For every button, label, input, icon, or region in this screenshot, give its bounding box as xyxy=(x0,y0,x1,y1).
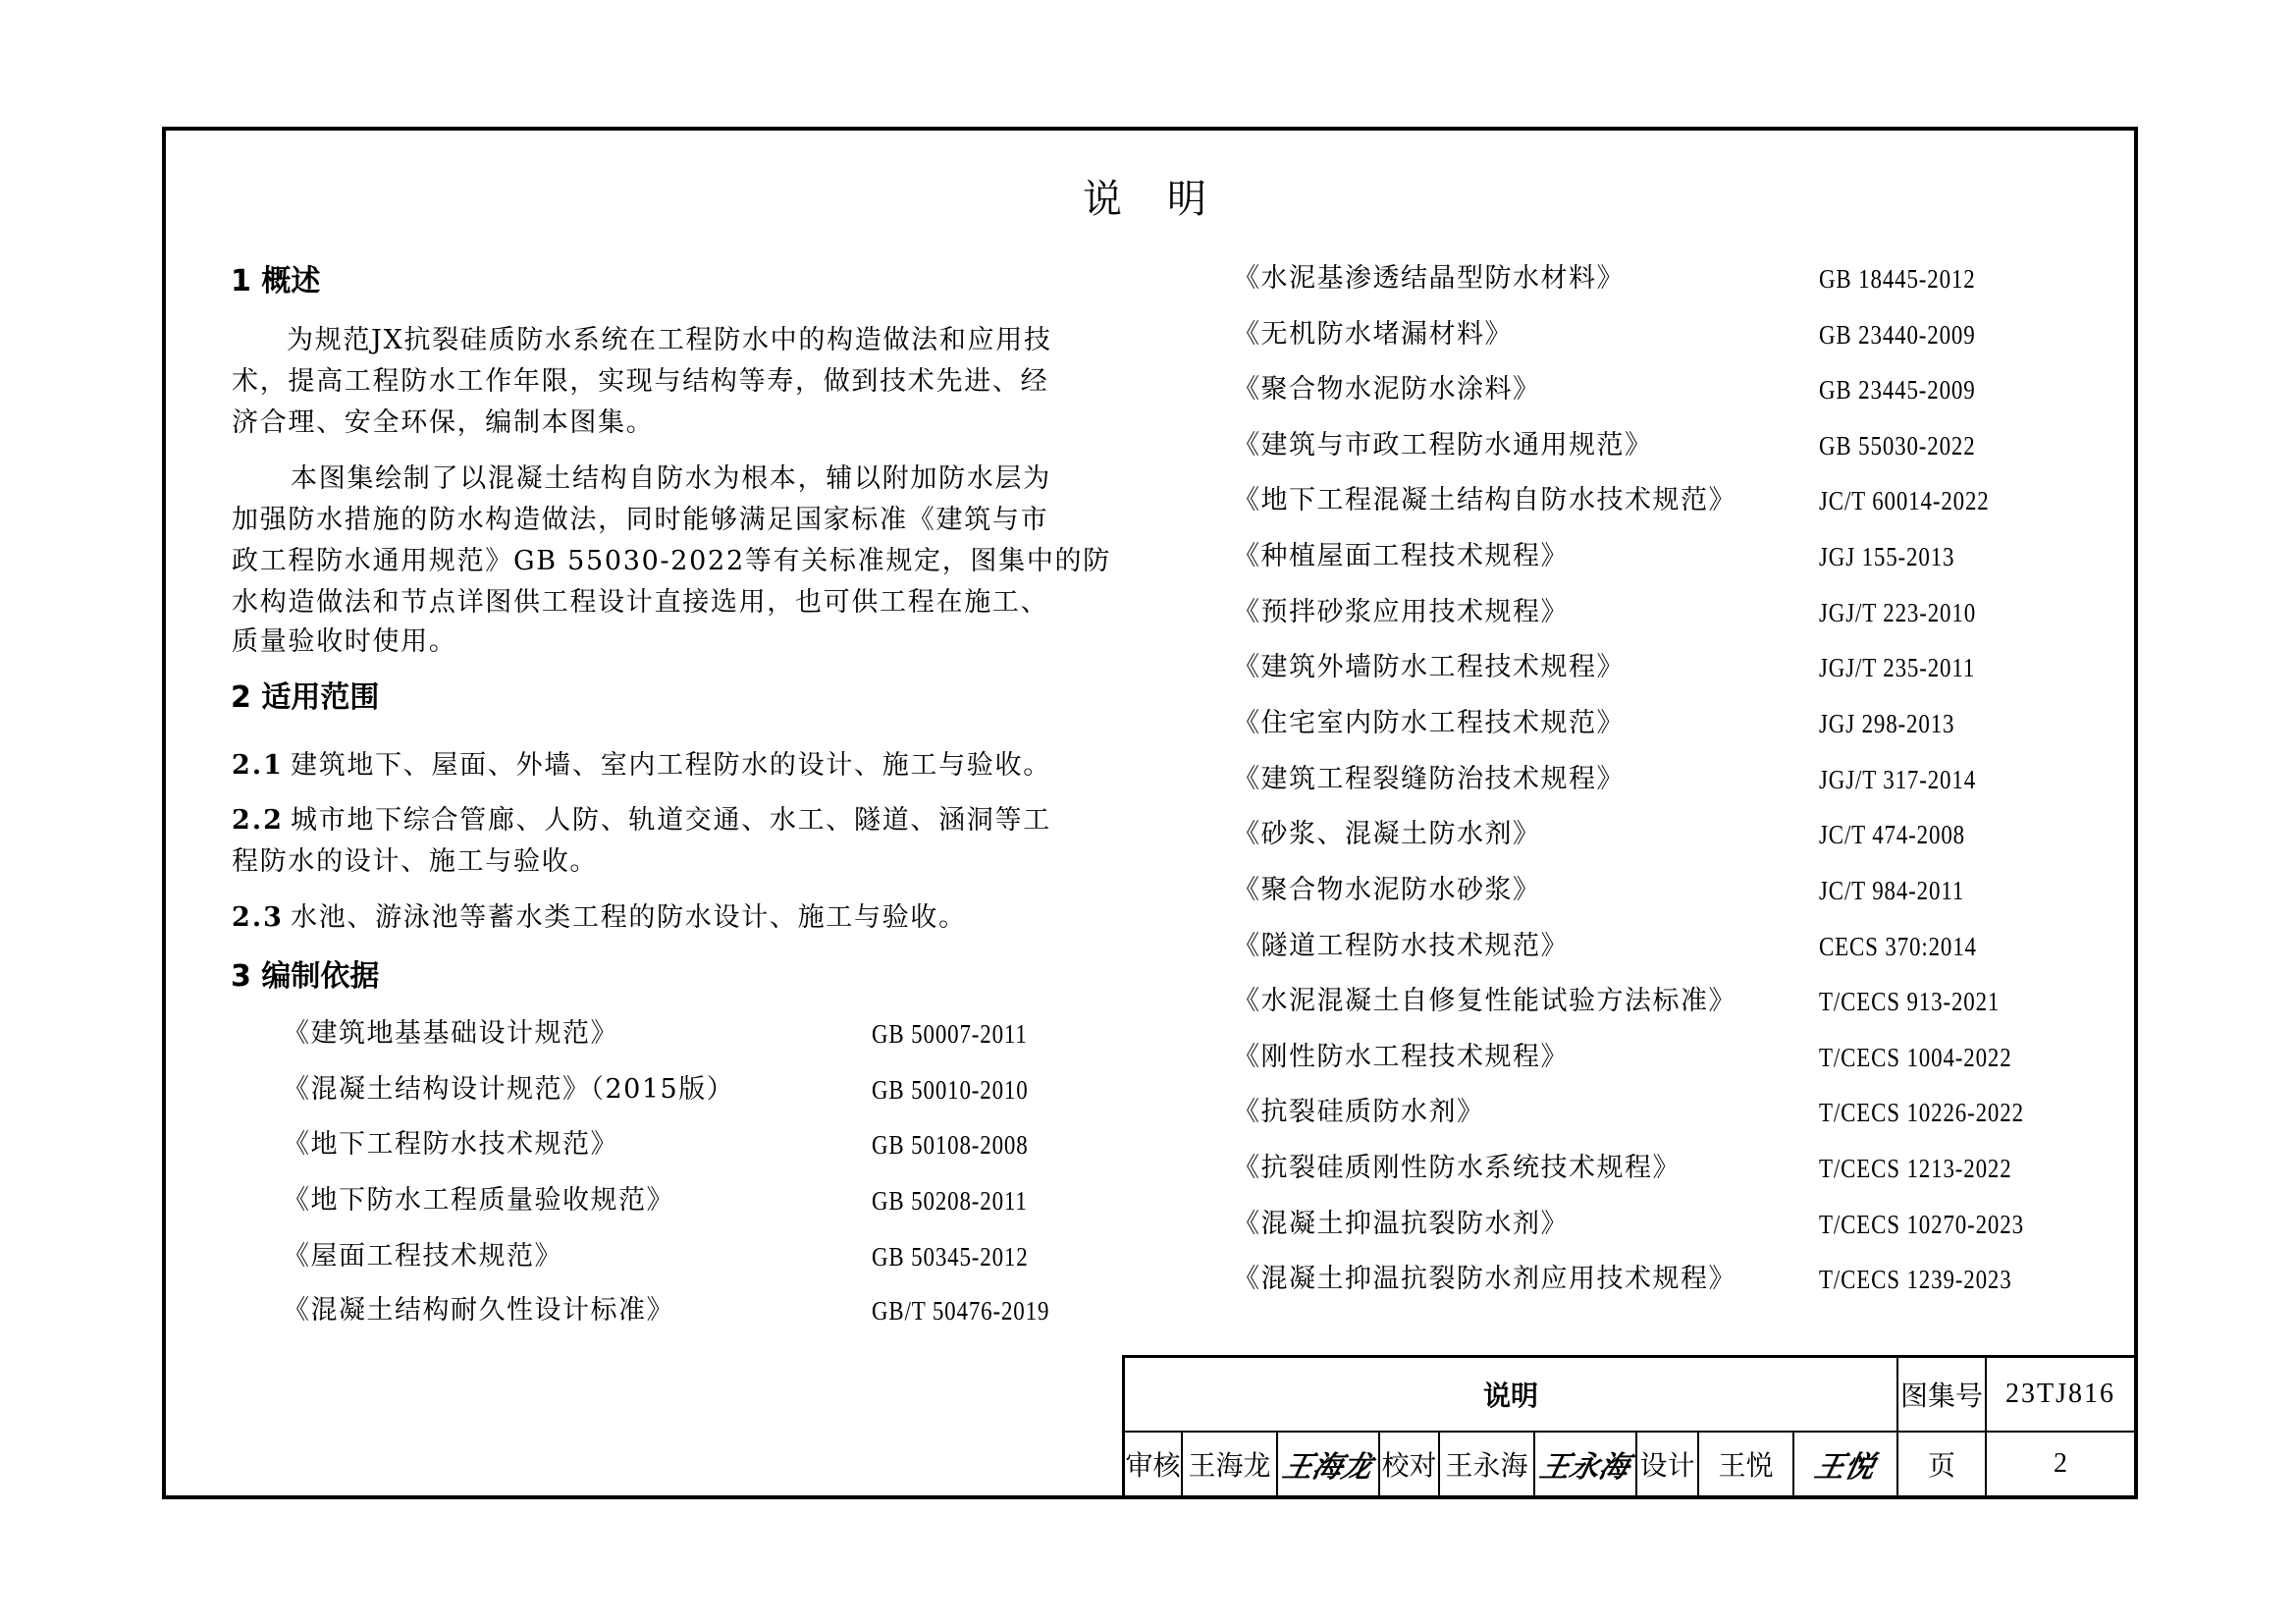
item-2-3-text: 水池、游泳池等蓄水类工程的防水设计、施工与验收。 xyxy=(291,902,967,933)
ref-right-10-code: JGJ/T 317-2014 xyxy=(1819,765,1977,794)
ref-right-18-code: T/CECS 10270-2023 xyxy=(1819,1210,2024,1239)
ref-right-12-code: JC/T 984-2011 xyxy=(1819,876,1965,905)
s1-para2-line-3: 政工程防水通用规范》GB 55030-2022等有关标准规定，图集中的防 xyxy=(232,546,1111,576)
ref-right-17-name: 《抗裂硅质刚性防水系统技术规程》 xyxy=(1233,1153,1681,1183)
ref-right-8-code: JGJ/T 235-2011 xyxy=(1819,653,1976,682)
ref-right-17-code: T/CECS 1213-2022 xyxy=(1819,1154,2012,1183)
ref-right-10-name: 《建筑工程裂缝防治技术规程》 xyxy=(1233,764,1625,794)
section-1-heading: 1 概述 xyxy=(231,264,321,298)
ref-right-4-code: GB 55030-2022 xyxy=(1819,431,1976,460)
ref-right-13-name: 《隧道工程防水技术规范》 xyxy=(1233,931,1569,961)
ref-left-6-name: 《混凝土结构耐久性设计标准》 xyxy=(283,1295,674,1326)
s1-para1-line-3: 济合理、安全环保，编制本图集。 xyxy=(232,407,655,438)
ref-right-6-name: 《种植屋面工程技术规程》 xyxy=(1233,541,1569,571)
ref-right-18-name: 《混凝土抑温抗裂防水剂》 xyxy=(1233,1209,1569,1239)
ref-right-19-name: 《混凝土抑温抗裂防水剂应用技术规程》 xyxy=(1233,1264,1736,1294)
ref-right-4-name: 《建筑与市政工程防水通用规范》 xyxy=(1233,430,1653,460)
item-2-1-number: 2.1 xyxy=(232,750,284,781)
ref-right-11-name: 《砂浆、混凝土防水剂》 xyxy=(1233,819,1541,849)
reviewer-name: 王海龙 xyxy=(1188,1449,1271,1482)
ref-right-13-code: CECS 370:2014 xyxy=(1819,932,1977,961)
designer-signature: 王悦 xyxy=(1811,1450,1878,1485)
ref-right-6-code: JGJ 155-2013 xyxy=(1819,542,1955,571)
ref-right-16-code: T/CECS 10226-2022 xyxy=(1819,1098,2024,1127)
designer-name: 王悦 xyxy=(1718,1449,1774,1482)
ref-right-1-code: GB 18445-2012 xyxy=(1819,264,1976,294)
ref-right-16-name: 《抗裂硅质防水剂》 xyxy=(1233,1097,1485,1127)
ref-left-2-code: GB 50010-2010 xyxy=(872,1075,1029,1105)
s1-para1-line-2: 术，提高工程防水工作年限，实现与结构等寿，做到技术先进、经 xyxy=(232,366,1049,397)
ref-right-3-name: 《聚合物水泥防水涂料》 xyxy=(1233,374,1541,405)
s1-para2-line-1: 本图集绘制了以混凝土结构自防水为根本，辅以附加防水层为 xyxy=(291,463,1051,494)
ref-right-14-code: T/CECS 913-2021 xyxy=(1819,987,2001,1016)
ref-right-1-name: 《水泥基渗透结晶型防水材料》 xyxy=(1233,263,1625,294)
ref-right-9-code: JGJ 298-2013 xyxy=(1819,709,1955,738)
page-label: 页 xyxy=(1927,1449,1955,1482)
ref-right-8-name: 《建筑外墙防水工程技术规程》 xyxy=(1233,652,1625,682)
s1-para2-line-4: 水构造做法和节点详图供工程设计直接选用，也可供工程在施工、 xyxy=(232,587,1049,618)
ref-left-4-code: GB 50208-2011 xyxy=(872,1186,1028,1216)
item-2-3-number: 2.3 xyxy=(232,902,284,933)
ref-right-9-name: 《住宅室内防水工程技术规范》 xyxy=(1233,708,1625,738)
ref-right-14-name: 《水泥混凝土自修复性能试验方法标准》 xyxy=(1233,986,1736,1016)
page-title: 说明 xyxy=(1083,177,1252,222)
ref-right-12-name: 《聚合物水泥防水砂浆》 xyxy=(1233,875,1541,905)
ref-right-5-code: JC/T 60014-2022 xyxy=(1819,486,1990,515)
checker-signature: 王永海 xyxy=(1536,1450,1632,1485)
item-2-2-number: 2.2 xyxy=(232,805,284,836)
ref-right-3-code: GB 23445-2009 xyxy=(1819,375,1976,405)
atlas-number-label: 图集号 xyxy=(1899,1380,1983,1412)
ref-right-19-code: T/CECS 1239-2023 xyxy=(1819,1265,2012,1294)
page-number: 2 xyxy=(2054,1448,2067,1479)
item-2-2-text-line-2: 程防水的设计、施工与验收。 xyxy=(232,846,599,877)
section-2-heading: 2 适用范围 xyxy=(231,680,380,715)
s1-para2-line-2: 加强防水措施的防水构造做法，同时能够满足国家标准《建筑与市 xyxy=(232,505,1049,535)
check-label: 校对 xyxy=(1381,1449,1437,1482)
ref-left-2-name: 《混凝土结构设计规范》（2015版） xyxy=(283,1074,735,1105)
review-label: 审核 xyxy=(1125,1449,1181,1482)
s1-para1-line-1: 为规范JX抗裂硅质防水系统在工程防水中的构造做法和应用技 xyxy=(287,325,1052,355)
ref-right-7-code: JGJ/T 223-2010 xyxy=(1819,598,1977,627)
reviewer-signature: 王海龙 xyxy=(1279,1450,1375,1485)
ref-right-15-code: T/CECS 1004-2022 xyxy=(1819,1043,2012,1072)
ref-right-2-code: GB 23440-2009 xyxy=(1819,320,1976,350)
item-2-2-text-line-1: 城市地下综合管廊、人防、轨道交通、水工、隧道、涵洞等工 xyxy=(291,805,1051,836)
ref-left-3-name: 《地下工程防水技术规范》 xyxy=(283,1129,618,1160)
ref-left-3-code: GB 50108-2008 xyxy=(872,1130,1029,1160)
ref-right-15-name: 《刚性防水工程技术规程》 xyxy=(1233,1042,1569,1072)
ref-right-2-name: 《无机防水堵漏材料》 xyxy=(1233,319,1513,350)
ref-right-5-name: 《地下工程混凝土结构自防水技术规范》 xyxy=(1233,485,1736,515)
atlas-number: 23TJ816 xyxy=(2005,1379,2115,1409)
drawing-name: 说明 xyxy=(1482,1380,1538,1412)
ref-left-5-name: 《屋面工程技术规范》 xyxy=(283,1241,562,1272)
ref-right-7-name: 《预拌砂浆应用技术规程》 xyxy=(1233,597,1569,627)
item-2-1-text: 建筑地下、屋面、外墙、室内工程防水的设计、施工与验收。 xyxy=(291,750,1051,781)
design-label: 设计 xyxy=(1639,1449,1695,1482)
ref-left-4-name: 《地下防水工程质量验收规范》 xyxy=(283,1185,674,1216)
section-3-heading: 3 编制依据 xyxy=(231,959,380,994)
ref-left-1-code: GB 50007-2011 xyxy=(872,1019,1028,1049)
ref-right-11-code: JC/T 474-2008 xyxy=(1819,820,1965,849)
ref-left-6-code: GB/T 50476-2019 xyxy=(872,1296,1050,1326)
ref-left-5-code: GB 50345-2012 xyxy=(872,1242,1029,1272)
s1-para2-line-5: 质量验收时使用。 xyxy=(232,626,457,657)
ref-left-1-name: 《建筑地基基础设计规范》 xyxy=(283,1018,618,1049)
checker-name: 王永海 xyxy=(1445,1449,1528,1482)
